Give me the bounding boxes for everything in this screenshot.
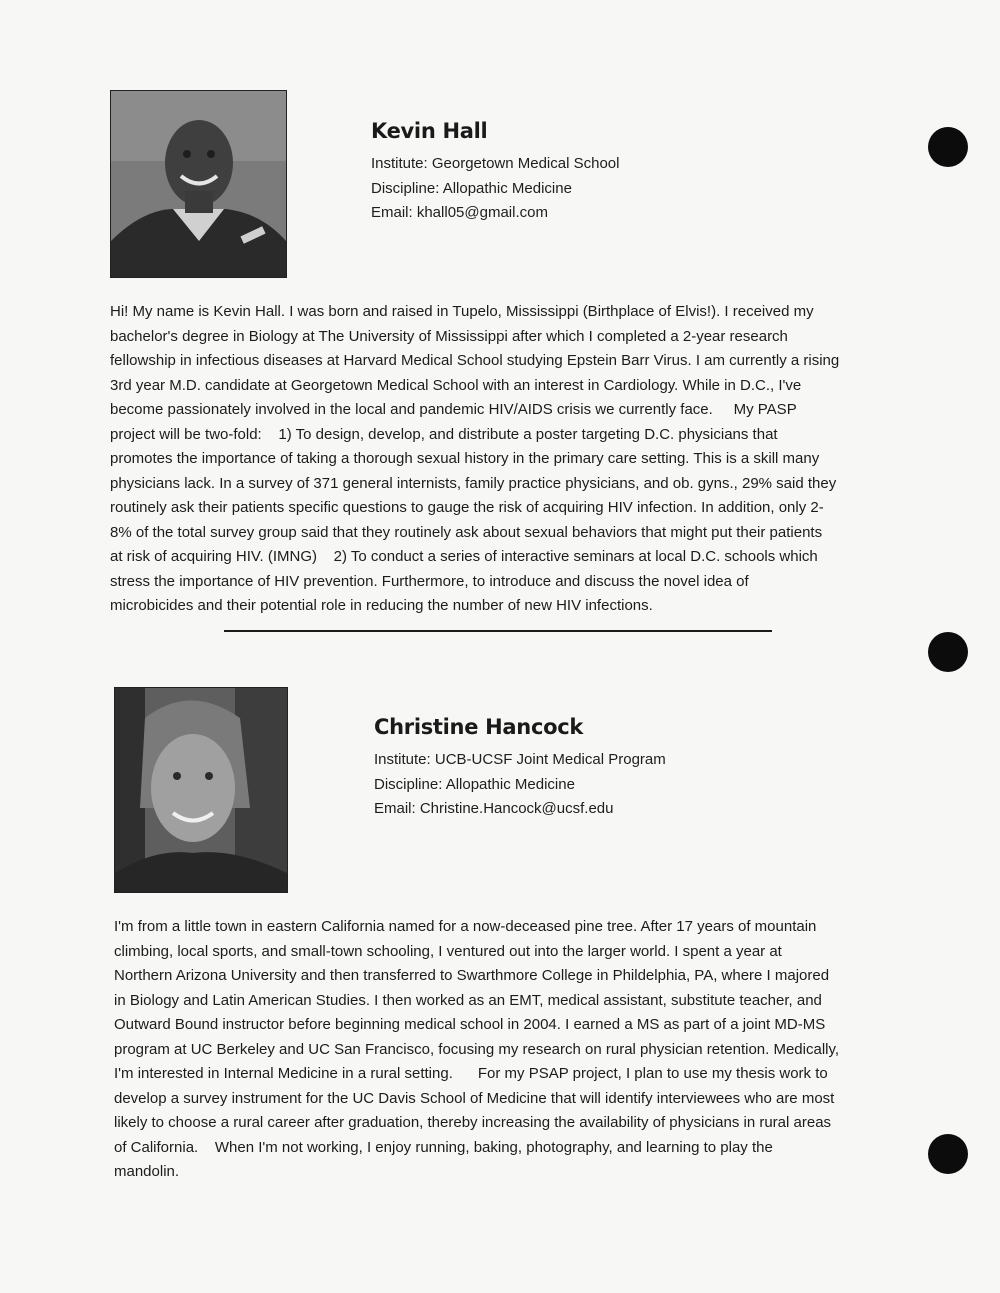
bio-line: 8% of the total survey group said that they routinely ask about sexual behaviors that might put their patients bbox=[110, 523, 823, 541]
profile-photo bbox=[114, 687, 288, 893]
bio-line: microbicides and their potential role in reducing the number of new HIV infections. bbox=[110, 597, 653, 614]
section-divider bbox=[224, 630, 772, 632]
profile-institute: Institute: UCB-UCSF Joint Medical Program bbox=[374, 751, 666, 768]
profile-photo bbox=[110, 90, 287, 278]
bio-line: bachelor's degree in Biology at The University of Mississippi after which I completed a 2-year research bbox=[110, 327, 788, 345]
bio-line: in Biology and Latin American Studies. I then worked as an EMT, medical assistant, substitute teacher, and bbox=[114, 991, 822, 1009]
bio-line: promotes the importance of taking a thorough sexual history in the primary care setting. This is a skill many bbox=[110, 450, 820, 467]
bio-line: 3rd year M.D. candidate at Georgetown Medical School with an interest in Cardiology. While in D.C., I've bbox=[110, 376, 802, 394]
profile-bio bbox=[110, 300, 900, 619]
bio-line: fellowship in infectious diseases at Harvard Medical School studying Epstein Barr Virus. I am currently a rising bbox=[110, 352, 840, 369]
profile-institute: Institute: Georgetown Medical School bbox=[371, 155, 620, 172]
profile-info bbox=[371, 116, 619, 226]
bio-line: stress the importance of HIV prevention. Furthermore, to introduce and discuss the novel idea of bbox=[110, 572, 749, 590]
profile-discipline: Discipline: Allopathic Medicine bbox=[374, 775, 575, 793]
bio-line: I'm from a little town in eastern California named for a now-deceased pine tree. After 17 years of mountain bbox=[114, 918, 817, 935]
bio-line: at risk of acquiring HIV. (IMNG) 2) To conduct a series of interactive seminars at local D.C. schools which bbox=[110, 548, 818, 565]
bio-line: Northern Arizona University and then transferred to Swarthmore College in Phildelphia, PA, where I majored bbox=[114, 967, 830, 984]
binder-hole bbox=[928, 127, 968, 167]
bio-line: of California. When I'm not working, I enjoy running, baking, photography, and learning to play the bbox=[114, 1138, 773, 1156]
profile-name: Kevin Hall bbox=[371, 119, 488, 143]
bio-line: become passionately involved in the local and pandemic HIV/AIDS crisis we currently face. My PASP bbox=[110, 401, 797, 418]
bio-line: Hi! My name is Kevin Hall. I was born and raised in Tupelo, Mississippi (Birthplace of Elvis!). I received my bbox=[110, 303, 814, 320]
binder-hole bbox=[928, 1134, 968, 1174]
bio-line: I'm interested in Internal Medicine in a rural setting. For my PSAP project, I plan to use my thesis work to bbox=[114, 1065, 828, 1082]
bio-line: climbing, local sports, and small-town schooling, I ventured out into the larger world. I spent a year at bbox=[114, 942, 782, 960]
profile-discipline: Discipline: Allopathic Medicine bbox=[371, 179, 572, 197]
bio-line: Outward Bound instructor before beginning medical school in 2004. I earned a MS as part of a joint MD-MS bbox=[114, 1016, 826, 1033]
bio-line: develop a survey instrument for the UC Davis School of Medicine that will identify interviewees who are most bbox=[114, 1089, 835, 1107]
profile-email: Email: Christine.Hancock@ucsf.edu bbox=[374, 800, 614, 817]
binder-hole bbox=[928, 632, 968, 672]
bio-line: project will be two-fold: 1) To design, develop, and distribute a poster targeting D.C. physicians that bbox=[110, 425, 778, 443]
bio-line: program at UC Berkeley and UC San Francisco, focusing my research on rural physician retention. Medically, bbox=[114, 1040, 840, 1058]
profile-email: Email: khall05@gmail.com bbox=[371, 204, 548, 221]
bio-line: likely to choose a rural career after graduation, thereby increasing the availability of physicians in rural areas bbox=[114, 1114, 832, 1131]
bio-line: mandolin. bbox=[114, 1163, 180, 1180]
profile-bio bbox=[114, 915, 904, 1185]
profile-name: Christine Hancock bbox=[374, 715, 584, 739]
bio-line: physicians lack. In a survey of 371 general internists, family practice physicians, and ob. gyns., 29% said they bbox=[110, 474, 837, 492]
profile-info bbox=[374, 712, 666, 822]
bio-line: routinely ask their patients specific questions to gauge the risk of acquiring HIV infection. In addition, only 2- bbox=[110, 499, 824, 516]
